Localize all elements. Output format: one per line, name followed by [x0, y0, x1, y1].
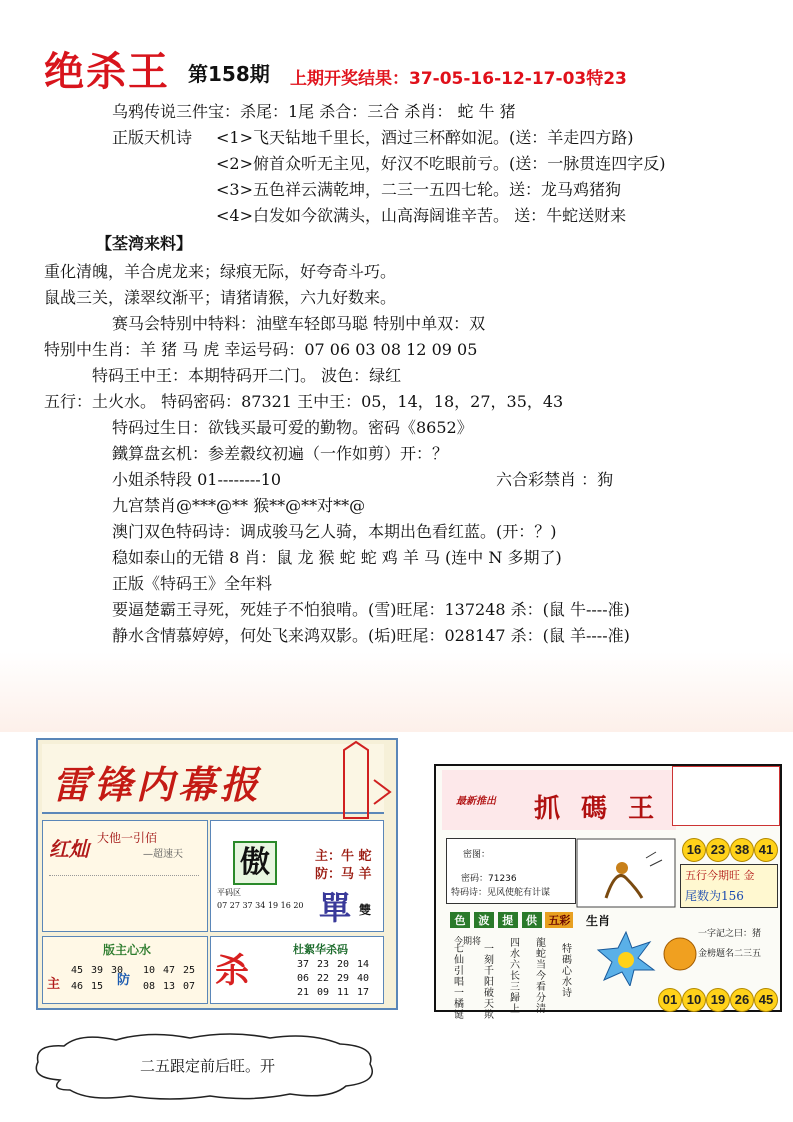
line-14: 鐵算盘玄机：参差縠纹初遍（一作如剪）开：？: [112, 444, 449, 463]
top-ball: 16: [682, 838, 706, 862]
cloud-text: 二五跟定前后旺。开: [140, 1057, 276, 1075]
code-label: 密码：71236: [461, 874, 517, 884]
left-news-panel: [36, 738, 398, 1010]
color-tag-row: [450, 912, 573, 928]
pm-numbers: 07 27 37 34 19 16 20: [217, 901, 304, 910]
kill-num: 09: [317, 987, 330, 998]
zhu-label: 主: [47, 977, 61, 992]
bottom-ball: 10: [682, 988, 706, 1012]
kill-num: 21: [297, 987, 310, 998]
left-box-1: [42, 820, 208, 932]
line-11: 特码王中王：本期特码开二门。 波色：绿红: [92, 366, 402, 385]
rider-illustration: [576, 838, 676, 908]
main-zodiac-label: 主：牛 蛇: [315, 849, 372, 864]
line-1: 乌鸦传说三件宝：杀尾：1尾 杀合：三合 杀肖： 蛇 牛 猪: [112, 102, 516, 121]
background-wash: [0, 652, 793, 732]
tag: 波: [474, 912, 494, 928]
wuxing-label: 五行今期旺 金: [685, 869, 755, 882]
heart-num: 46: [71, 981, 84, 992]
right-panel-title: 抓 碼 王: [534, 794, 661, 824]
top-ball: 41: [754, 838, 778, 862]
kill-num: 37: [297, 959, 310, 970]
code-box: [446, 838, 576, 904]
line-8: 鼠战三关，漾翠纹渐平；请猪请猴，六九好数来。: [44, 288, 397, 307]
kill-char: 杀: [215, 951, 249, 991]
poem-col: 特碼心水诗: [562, 944, 572, 999]
kill-num: 20: [337, 959, 350, 970]
center-char-box: 傲: [233, 841, 277, 885]
line-9: 赛马会特别中特料：油壁车轻郎马聪 特别中单双：双: [112, 314, 486, 333]
last-result: 上期开奖结果：37-05-16-12-17-03特23: [290, 69, 627, 89]
password-label: 密图：: [463, 850, 491, 860]
line-2a: 正版天机诗: [112, 128, 193, 147]
line-21: 静水含情慕婷婷，何处飞来鸿双影。(垢)旺尾：028147 杀：(鼠 羊----准): [112, 626, 630, 645]
box1-title: 红灿: [49, 837, 89, 861]
poem-col: 七仙引唱一橘诞: [454, 944, 464, 1021]
line-7: 重化清魄，羊合虎龙来；绿痕无际，好夸奇斗巧。: [44, 262, 397, 281]
double-char: 雙: [359, 903, 372, 917]
kill-num: 17: [357, 987, 370, 998]
heart-num: 45: [71, 965, 84, 976]
heart-num: 30: [111, 965, 124, 976]
left-panel-title: 雷锋内幕报: [52, 762, 263, 807]
tag: 提: [498, 912, 518, 928]
weishu-label: 尾数为156: [685, 889, 744, 903]
left-title-band: [42, 744, 384, 814]
line-18: 稳如泰山的无错 8 肖：鼠 龙 猴 蛇 蛇 鸡 羊 马 (连中 N 多期了): [112, 548, 562, 567]
horse-illustration: [660, 932, 700, 978]
line-15a: 小姐杀特段 01--------10: [112, 470, 282, 489]
kill-num: 11: [337, 987, 350, 998]
top-ball: 38: [730, 838, 754, 862]
line-2b: <1>飞天钻地千里长，酒过三杯醉如泥。(送：羊走四方路): [216, 128, 634, 147]
bottom-ball: 01: [658, 988, 682, 1012]
poem-col: 四水六长三歸上: [510, 938, 520, 1015]
kill-num: 06: [297, 973, 310, 984]
kill-num: 40: [357, 973, 370, 984]
bottom-ball: 45: [754, 988, 778, 1012]
box1-lines: [49, 875, 199, 916]
jinbang-label: 金榜题名二三五: [698, 949, 762, 959]
single-char: 單: [319, 889, 352, 927]
kill-num: 29: [337, 973, 350, 984]
line-19: 正版《特码王》全年料: [112, 574, 273, 593]
yizi-label: 一字記之曰：猪: [698, 929, 762, 939]
wuxing-box: [680, 864, 778, 908]
kill-num: 14: [357, 959, 370, 970]
right-tag: 最新推出: [456, 796, 496, 807]
left-center-box: [210, 820, 384, 932]
line-16: 九宫禁肖@***@** 猴**@**对**@: [112, 496, 366, 515]
shengxiao-label: 生肖: [586, 914, 611, 928]
tag: 色: [450, 912, 470, 928]
right-title-band: [442, 770, 676, 830]
issue-number: 第158期: [188, 62, 270, 86]
heart-num: 07: [183, 981, 196, 992]
bottom-ball: 26: [730, 988, 754, 1012]
heart-num: 39: [91, 965, 104, 976]
heart-num: 47: [163, 965, 176, 976]
box1-note: —超速天: [143, 849, 183, 860]
defend-zodiac-label: 防：马 羊: [315, 867, 372, 882]
line-20: 要逼楚霸王寻死，死娃子不怕狼啃。(雪)旺尾：137248 杀：(鼠 牛----准): [112, 600, 630, 619]
line-17: 澳门双色特码诗：调成骏马乞人骑，本期出色看红蓝。(开：？): [112, 522, 557, 541]
bottom-ball: 19: [706, 988, 730, 1012]
line-13: 特码过生日：欲钱买最可爱的勤物。密码《8652》: [112, 418, 473, 437]
heart-num: 08: [143, 981, 156, 992]
heart-num: 10: [143, 965, 156, 976]
burst-illustration: [596, 930, 656, 986]
top-ball: 23: [706, 838, 730, 862]
poem-label: 特码诗：见风使舵有计谋: [451, 888, 551, 898]
line-6: 【荃湾来料】: [96, 234, 193, 253]
line-12: 五行：土火水。 特码密码：87321 王中王：05，14，18，27，35，43: [44, 392, 564, 411]
kill-num: 22: [317, 973, 330, 984]
fang-label: 防: [117, 973, 131, 988]
poem-col: 一刻千阳破天欺: [484, 944, 494, 1021]
poem-col: 龍蛇当今看分清: [536, 938, 546, 1015]
line-5: <4>白发如今欲满头，山高海阔谁辛苦。 送：牛蛇送财来: [216, 206, 627, 225]
heart-num: 25: [183, 965, 196, 976]
heart-box: [42, 936, 208, 1004]
line-10: 特别中生肖：羊 猪 马 虎 幸运号码：07 06 03 08 12 09 05: [44, 340, 478, 359]
heart-num: 13: [163, 981, 176, 992]
line-15b: 六合彩禁肖 ：狗: [496, 470, 614, 489]
red-arrow-decoration: [334, 740, 398, 820]
kill-num: 23: [317, 959, 330, 970]
pm-label: 平码区: [217, 888, 241, 897]
heart-title: 版主心水: [103, 943, 152, 957]
tag: 供: [522, 912, 542, 928]
kill-box: [210, 936, 384, 1004]
kill-title: 杜絮华杀码: [293, 943, 348, 956]
page-title: 绝杀王: [44, 48, 170, 95]
line-3: <2>俯首众听无主见，好汉不吃眼前亏。(送：一脉贯连四字反): [216, 154, 666, 173]
right-corner-box: [672, 766, 780, 826]
jinri-label: 今期将: [454, 937, 482, 947]
right-code-panel: [434, 764, 782, 1021]
heart-num: 15: [91, 981, 104, 992]
tag: 五彩: [545, 912, 573, 928]
box1-subtitle: 大他一引佰: [97, 831, 158, 845]
line-4: <3>五色祥云满乾坤，二三一五四七轮。送：龙马鸡猪狗: [216, 180, 621, 199]
